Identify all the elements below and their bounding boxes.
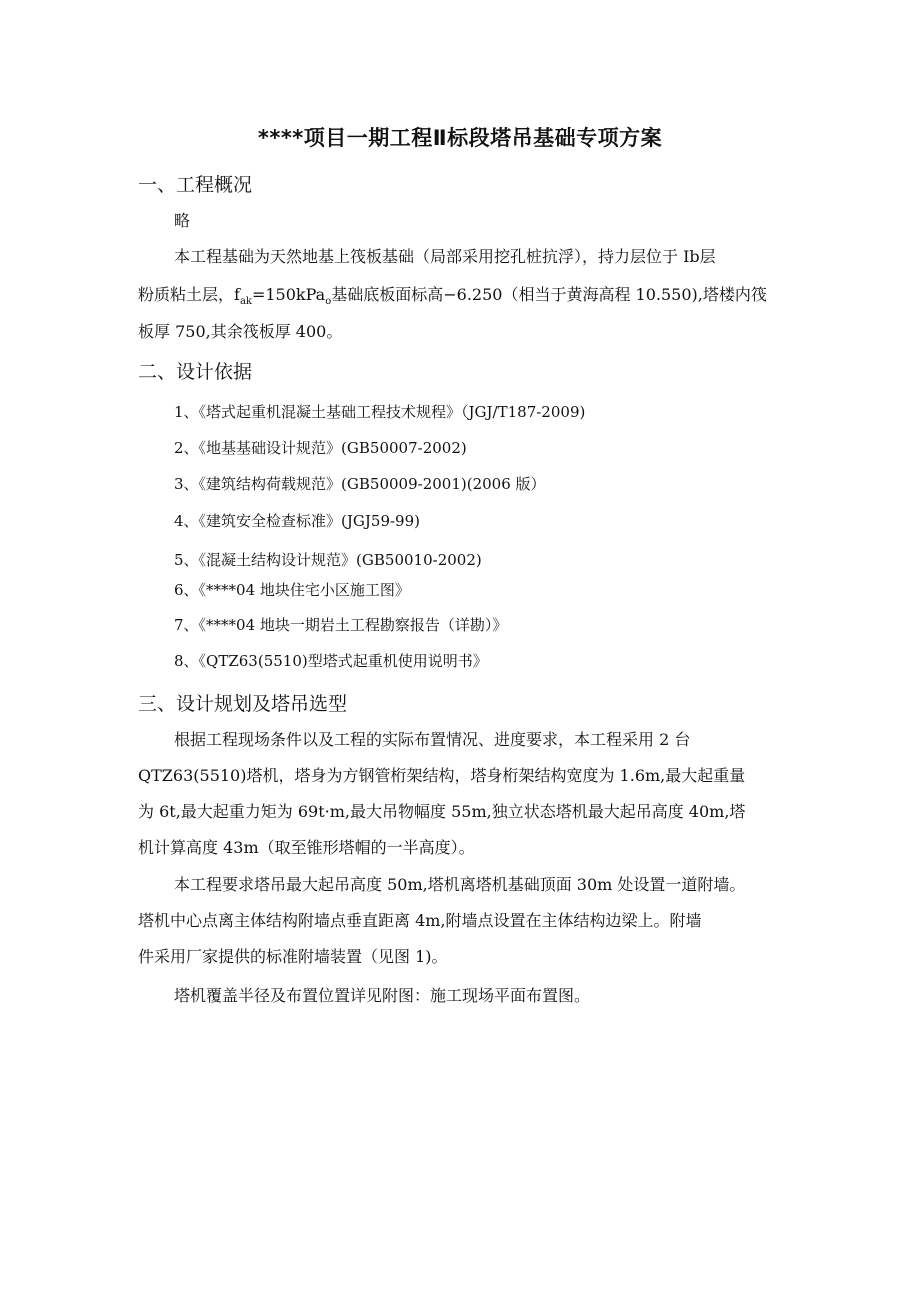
section-2-heading: 二、设计依据 [138, 361, 253, 383]
kpa-subscript: o [325, 296, 332, 308]
reference-item-4: 4、《建筑安全检查标准》(JGJ59-99) [174, 512, 420, 530]
fak-subscript: ak [239, 296, 252, 308]
line-2-part-b: =150kPa [251, 285, 326, 304]
reference-item-7: 7、《****04 地块一期岩土工程勘察报告（详勘）》 [174, 616, 508, 634]
section-1-omit: 略 [174, 211, 191, 230]
document-title: ****项目一期工程Ⅱ标段塔吊基础专项方案 [257, 126, 663, 150]
reference-item-1: 1、《塔式起重机混凝土基础工程技术规程》（JGJ/T187-2009) [174, 403, 586, 421]
section-3-p2-line-1: 本工程要求塔吊最大起吊高度 50m,塔机离塔机基础顶面 30m 处设置一道附墙。 [174, 875, 746, 894]
reference-item-8: 8、《QTZ63(5510)型塔式起重机使用说明书》 [174, 652, 488, 670]
section-3-heading: 三、设计规划及塔吊选型 [138, 693, 348, 715]
section-3-p1-line-1: 根据工程现场条件以及工程的实际布置情况、进度要求，本工程采用 2 台 [174, 730, 691, 749]
reference-item-5: 5、《混凝土结构设计规范》(GB50010-2002) [174, 551, 482, 569]
section-1-line-2 [138, 282, 767, 307]
section-3-p1-line-2: QTZ63(5510)塔机，塔身为方钢管桁架结构，塔身桁架结构宽度为 1.6m,最大起重量 [138, 766, 746, 785]
reference-item-2: 2、《地基基础设计规范》(GB50007-2002) [174, 439, 467, 457]
section-1-line-3: 板厚 750,其余筏板厚 400。 [138, 322, 343, 341]
line-2-part-c: 基础底板面标高−6.250（相当于黄海高程 10.550),塔楼内筏 [331, 285, 767, 304]
line-2-part-a: 粉质粘土层，f [138, 285, 240, 304]
section-3-p1-line-3: 为 6t,最大起重力矩为 69t·m,最大吊物幅度 55m,独立状态塔机最大起吊高度 40m,塔 [138, 802, 746, 821]
section-1-line-1: 本工程基础为天然地基上筏板基础（局部采用挖孔桩抗浮），持力层位于 Ib层 [174, 247, 716, 266]
reference-item-3: 3、《建筑结构荷载规范》(GB50009-2001)(2006 版） [174, 475, 546, 493]
reference-item-6: 6、《****04 地块住宅小区施工图》 [174, 581, 410, 599]
section-3-p2-line-2: 塔机中心点离主体结构附墙点垂直距离 4m,附墙点设置在主体结构边梁上。附墙 [138, 911, 702, 930]
section-3-p1-line-4: 机计算高度 43m（取至锥形塔帽的一半高度）。 [138, 838, 475, 857]
section-3-p2-line-3: 件采用厂家提供的标准附墙装置（见图 1)。 [138, 947, 448, 966]
section-1-heading: 一、工程概况 [138, 174, 253, 196]
section-3-p3: 塔机覆盖半径及布置位置详见附图：施工现场平面布置图。 [174, 986, 591, 1005]
